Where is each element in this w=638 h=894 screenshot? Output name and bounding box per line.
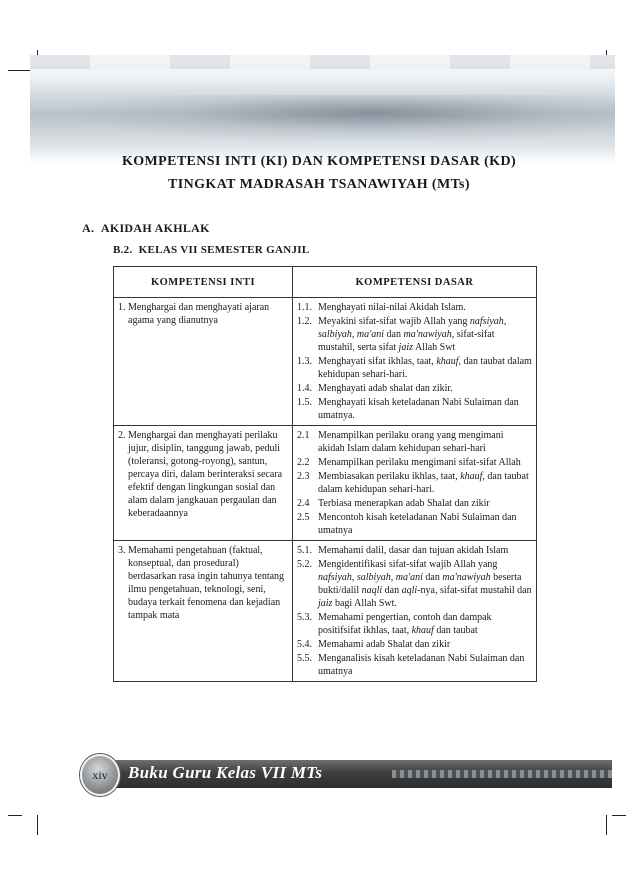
kd-text: Menghayati nilai-nilai Akidah Islam. (318, 302, 466, 313)
crop-mark-top-left-h (8, 70, 30, 71)
kd-number: 5.4. (297, 639, 312, 650)
kd-number: 1.4. (297, 383, 312, 394)
kd-number: 5.3. (297, 612, 312, 623)
ki-text: Menghargai dan menghayati perilaku jujur, disiplin, tanggung jawab, peduli (toleransi, gotong-royong), santun, percaya diri, dalam berinteraksi secara efektif dengan lingkungan sosial dan alam dalam jangkauan pergaulan dan keberadaannya (128, 430, 283, 519)
ki-number: 3. (118, 545, 126, 556)
crop-mark-bottom-right-h (612, 815, 626, 816)
kd-item (297, 355, 532, 381)
kd-item (297, 301, 532, 314)
kd-item (297, 382, 532, 395)
kd-text: Menghayati adab shalat dan zikir. (318, 383, 453, 394)
page-title-line-2: TINGKAT MADRASAH TSANAWIYAH (MTs) (168, 177, 470, 192)
table-row (114, 426, 537, 541)
kd-text: Membiasakan perilaku ikhlas, taat, khauf, dan taubat dalam kehidupan sehari-hari. (318, 471, 529, 495)
kd-text: Mengidentifikasi sifat-sifat wajib Allah yang nafsiyah, salbiyah, ma'ani dan ma'nawiyah beserta bukti/dalil naqli dan aqli-nya, sifat-sifat mustahil dan jaiz bagi Allah Swt. (318, 559, 532, 609)
kd-item (297, 470, 532, 496)
kd-text: Terbiasa menerapkan adab Shalat dan zikir (318, 498, 490, 509)
kd-text: Meyakini sifat-sifat wajib Allah yang nafsiyah, salbiyah, ma'ani dan ma'nawiyah, sifat-sifat mustahil, serta sifat jaiz Allah Swt (318, 316, 507, 353)
kd-number: 5.2. (297, 559, 312, 570)
kd-number: 1.1. (297, 302, 312, 313)
kd-number: 2.2 (297, 457, 310, 468)
kd-number: 1.2. (297, 316, 312, 327)
kd-number: 1.5. (297, 397, 312, 408)
kd-item (297, 396, 532, 422)
kd-number: 5.5. (297, 653, 312, 664)
kd-text: Mencontoh kisah keteladanan Nabi Sulaiman dan umatnya (318, 512, 517, 536)
kd-item (297, 456, 532, 469)
kd-item (297, 544, 532, 557)
ki-number: 1. (118, 302, 126, 313)
kd-cell (293, 426, 537, 541)
ki-item (118, 544, 288, 622)
kd-cell (293, 541, 537, 682)
header-kompetensi-dasar: KOMPETENSI DASAR (293, 267, 537, 298)
kd-item (297, 315, 532, 354)
ki-item (118, 429, 288, 520)
kd-cell (293, 298, 537, 426)
crop-mark-bottom-left (37, 815, 38, 835)
kd-text: Menganalisis kisah keteladanan Nabi Sulaiman dan umatnya (318, 653, 525, 677)
kd-text: Menghayati kisah keteladanan Nabi Sulaiman dan umatnya. (318, 397, 519, 421)
section-subheading: B.2. KELAS VII SEMESTER GANJIL (113, 244, 310, 256)
ki-text: Memahami pengetahuan (faktual, konseptual, dan prosedural) berdasarkan rasa ingin tahunya tentang ilmu pengetahuan, teknologi, seni, budaya terkait fenomena dan kejadian tampak mata (128, 545, 285, 621)
crop-mark-bottom-right (606, 815, 607, 835)
kd-number: 2.1 (297, 430, 310, 441)
book-title: Buku Guru Kelas VII MTs (128, 763, 323, 782)
page-title-line-1: KOMPETENSI INTI (KI) DAN KOMPETENSI DASAR (KD) (121, 154, 517, 169)
crop-mark-bottom-left-h (8, 815, 22, 816)
kd-number: 5.1. (297, 545, 312, 556)
ki-item (118, 301, 288, 327)
table-header-row (114, 267, 537, 298)
kd-item (297, 558, 532, 610)
kd-item (297, 429, 532, 455)
ki-cell (114, 426, 293, 541)
kd-text: Menampilkan perilaku orang yang mengimani akidah Islam dalam kehidupan sehari-hari (318, 430, 504, 454)
page-number: xiv (92, 767, 108, 782)
kd-text: Memahami adab Shalat dan zikir (318, 639, 451, 650)
kd-number: 1.3. (297, 356, 312, 367)
ki-text: Menghargai dan menghayati ajaran agama yang dianutnya (128, 302, 270, 326)
kd-text: Menampilkan perilaku mengimani sifat-sifat Allah (318, 457, 521, 468)
header-banner-image (30, 55, 615, 163)
table-row (114, 298, 537, 426)
kd-item (297, 511, 532, 537)
ki-cell (114, 541, 293, 682)
kd-item (297, 652, 532, 678)
competency-table (113, 266, 537, 682)
header-kompetensi-inti: KOMPETENSI INTI (114, 267, 293, 298)
kd-text: Menghayati sifat ikhlas, taat, khauf, dan taubat dalam kehidupan sehari-hari. (318, 356, 532, 380)
section-heading: A. AKIDAH AKHLAK (82, 221, 210, 235)
kd-number: 2.5 (297, 512, 310, 523)
page-number-badge (80, 754, 120, 796)
table-row (114, 541, 537, 682)
kd-item (297, 611, 532, 637)
kd-item (297, 497, 532, 510)
kd-number: 2.4 (297, 498, 310, 509)
ki-cell (114, 298, 293, 426)
kd-text: Memahami pengertian, contoh dan dampak positifsifat ikhlas, taat, khauf dan taubat (318, 612, 492, 636)
kd-number: 2.3 (297, 471, 310, 482)
kd-text: Memahami dalil, dasar dan tujuan akidah Islam (318, 545, 509, 556)
ki-number: 2. (118, 430, 126, 441)
kd-item (297, 638, 532, 651)
